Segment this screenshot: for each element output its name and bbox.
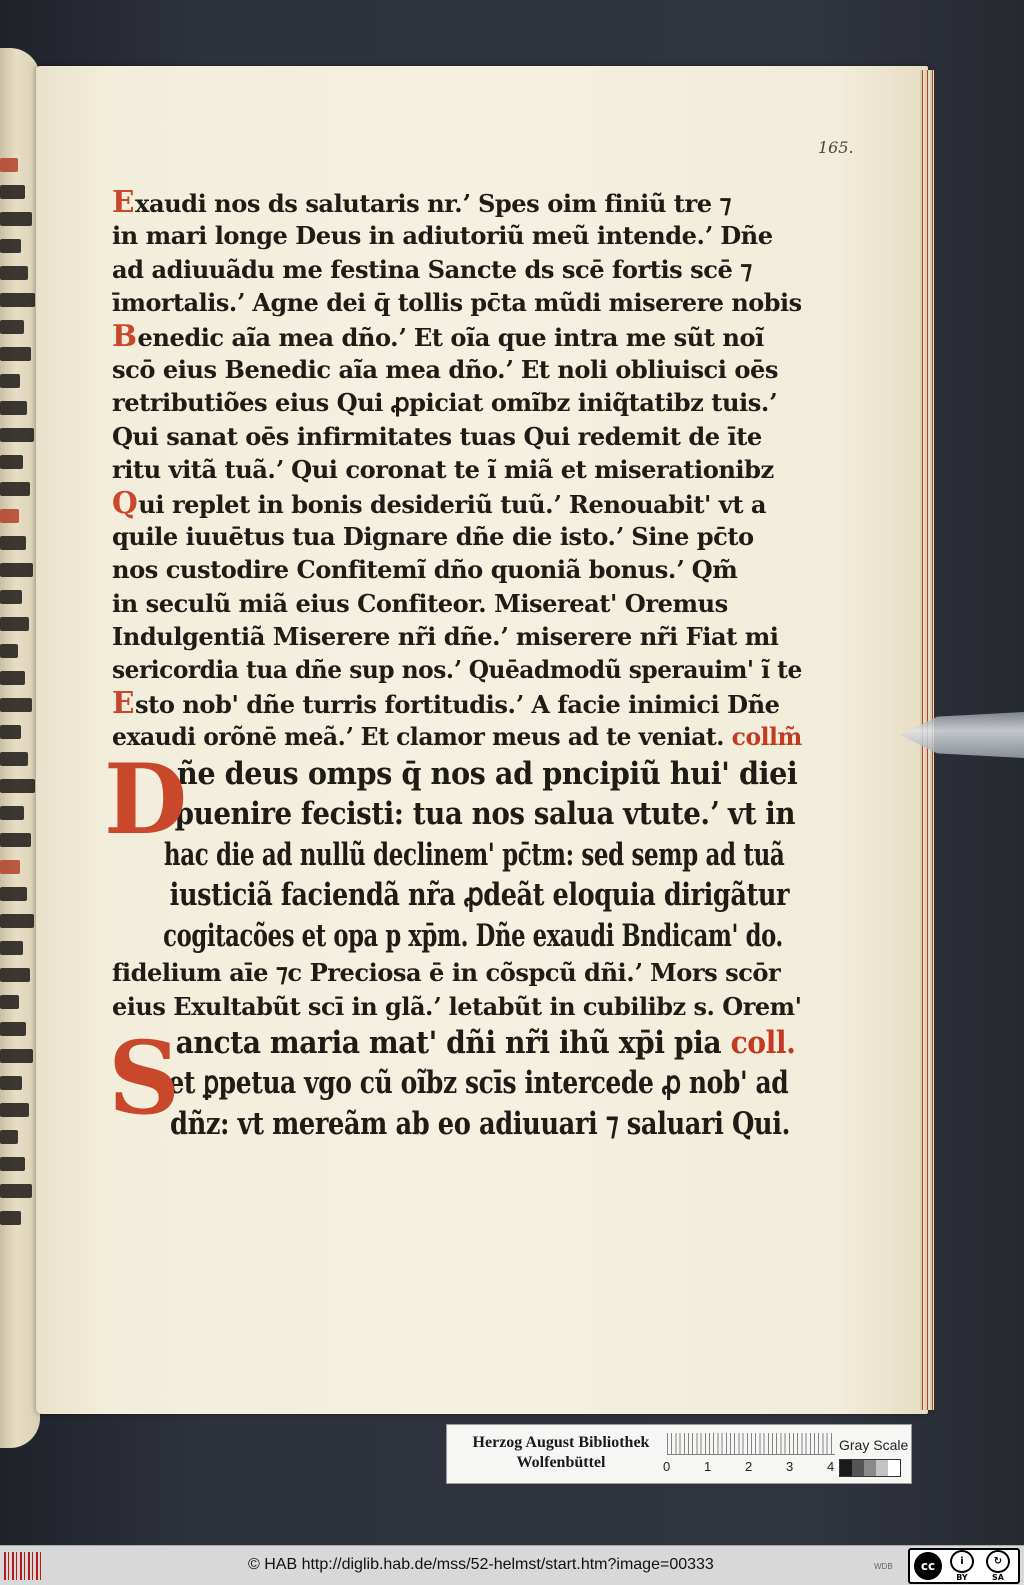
previous-page-ink [0,725,21,739]
gray-swatch [876,1460,888,1476]
folio-number: 165. [818,138,854,157]
manuscript-line [112,219,802,252]
previous-page-ink [0,806,24,820]
ruler-tick-label: 1 [704,1459,712,1474]
previous-page-ink [0,617,29,631]
rubric-text: coll. [721,1024,796,1061]
previous-page-ink [0,1130,18,1144]
rubricated-initial: Q [112,485,138,521]
previous-page-ink [0,428,34,442]
line-text: ñe deus omps q̄ nos ad pncipiũ hui' diei [176,755,798,792]
manuscript-line [112,956,802,989]
line-text: in mari longe Deus in adiutoriũ meũ intende.ʼ Dñe [112,221,773,251]
gray-scale-label: Gray Scale [839,1437,909,1453]
manuscript-line [112,386,802,419]
line-text: cogitacões et opa p xp̄m. Dñe exaudi Bndicam' do. [163,917,783,954]
previous-page-ink [0,347,31,361]
previous-page-ink [0,1022,26,1036]
manuscript-line [112,453,802,486]
line-text: eius Exultabũt scī in glã.ʼ letabũt in cubilibz s. Orem' [112,991,802,1021]
institution-label-card [446,1424,912,1484]
manuscript-line [112,835,785,876]
line-text: hac die ad nullũ declinem' pc̄tm: sed semp ad tuã [163,836,785,873]
previous-page-ink [0,968,30,982]
line-text: dñz: vt mereãm ab eo adiuuari ⁊ saluari Qui. [170,1105,791,1142]
previous-page-ink [0,1211,21,1225]
previous-page-ink [0,293,35,307]
previous-page-ink [0,509,19,523]
previous-page-ink [0,887,27,901]
previous-page-ink [0,671,25,685]
manuscript-line [112,286,802,319]
manuscript-line [112,186,802,219]
line-text: puenire fecisti: tua nos salua vtute.ʼ vt in [174,796,796,833]
manuscript-line [112,553,802,586]
previous-page-edge [0,48,40,1448]
by-attribution-icon: i [950,1550,974,1573]
rubric-text: collm̃ [723,722,802,752]
manuscript-line [112,794,796,835]
line-text: fidelium aīe ⁊c Preciosa ē in cõspcũ dñi.ʼ Mors scōr [112,958,781,988]
previous-page-ink [0,482,30,496]
institution-line-1: Herzog August Bibliothek [472,1434,650,1451]
line-text: quile iuuētus tua Dignare dñe die isto.ʼ Sine pc̄to [112,521,754,551]
ruler-tick-label: 3 [786,1459,794,1474]
manuscript-line [112,1023,796,1064]
line-text: sericordia tua dñe sup nos.ʼ Quēadmodũ sperauim' ĩ te [112,655,802,685]
previous-page-ink [0,1076,22,1090]
previous-page-ink [0,941,23,955]
footer-bar [0,1545,1024,1585]
manuscript-line [112,1063,789,1104]
manuscript-line [112,253,802,286]
copyright-link[interactable]: © HAB http://diglib.hab.de/mss/52-helmst/start.htm?image=00333 [248,1556,714,1573]
line-text: Qui sanat oēs infirmitates tuas Qui redemit de īte [112,421,762,451]
previous-page-ink [0,752,28,766]
cc-icon: cc [914,1552,942,1580]
line-text: ui replet in bonis desideriũ tuũ.ʼ Renouabit' vt a [138,489,767,519]
previous-page-ink [0,239,21,253]
manuscript-line [112,653,802,686]
manuscript-line [112,520,802,553]
line-text: nos custodire Confitemĩ dño quoniã bonus.ʼ Qm̃ [112,555,738,585]
previous-page-ink [0,590,22,604]
previous-page-ink [0,536,26,550]
manuscript-line [112,420,802,453]
line-text: et ꝑpetua vgo cũ oĩbz scīs intercede ꝓ nob' ad [168,1065,789,1102]
cc-license-badge[interactable] [908,1548,1020,1584]
previous-page-ink [0,995,19,1009]
line-text: iusticiã faciendã nr̃a ꝓdeãt eloquia dirigãtur [169,877,790,914]
manuscript-line [112,587,802,620]
gray-swatch [852,1460,864,1476]
previous-page-ink [0,1157,25,1171]
manuscript-line [112,620,802,653]
previous-page-ink [0,644,18,658]
sa-label: SA [992,1573,1004,1582]
manuscript-line [112,687,802,720]
manuscript-line [112,487,802,520]
line-text: in seculũ miã eius Confiteor. Misereat' Oremus [112,588,728,618]
previous-page-ink [0,860,20,874]
line-text: īmortalis.ʼ Agne dei q̄ tollis pc̄ta mũdi miserere nobis [112,288,802,318]
ruler-tick-label: 4 [827,1459,835,1474]
gray-scale-bar [839,1459,901,1477]
previous-page-ink [0,563,33,577]
line-text: exaudi orõnē meã.ʼ Et clamor meus ad te veniat. [112,722,724,752]
gray-swatch [840,1460,852,1476]
previous-page-ink [0,698,32,712]
previous-page-ink [0,212,32,226]
previous-page-ink [0,455,23,469]
scale-ruler [667,1433,835,1455]
line-text: retributiões eius Qui ꝓpiciat omĩbz iniq̃tatibz tuis.ʼ [112,388,777,418]
line-text: ancta maria mat' dñi nr̃i ihũ xp̄i pia [175,1024,722,1061]
ruler-tick-label: 2 [745,1459,753,1474]
line-text: enedic aĩa mea dño.ʼ Et oĩa que intra me sũt noĩ [137,322,764,352]
previous-page-ink [0,1103,29,1117]
previous-page-ink [0,914,34,928]
line-text: scō eius Benedic aĩa mea dño.ʼ Et noli obliuisci oēs [112,354,778,384]
line-text: xaudi nos ds salutaris nr.ʼ Spes oim finiũ tre ⁊ [135,189,732,218]
line-text: Indulgentiã Miserere nr̃i dñe.ʼ miserere nr̃i Fiat mi [112,622,779,652]
rubricated-initial: E [112,685,135,721]
manuscript-line [112,1104,791,1145]
manuscript-line [112,720,802,753]
line-text: ritu vitã tuã.ʼ Qui coronat te ĩ miã et miserationibz [112,455,774,485]
rubricated-initial: B [112,318,137,354]
by-label: BY [956,1573,968,1582]
previous-page-ink [0,320,24,334]
decorated-initial-d: D [104,743,188,856]
line-text: sto nob' dñe turris fortitudis.ʼ A facie inimici Dñe [135,689,780,719]
previous-page-ink [0,158,18,172]
previous-page-ink [0,779,35,793]
previous-page-ink [0,374,20,388]
previous-page-ink [0,1049,33,1063]
ruler-tick-label: 0 [663,1459,671,1474]
manuscript-text [112,186,812,1144]
gray-swatch [888,1460,900,1476]
manuscript-line [112,353,802,386]
rubricated-initial: E [112,185,135,220]
manuscript-line [112,875,790,916]
previous-page-ink [0,833,31,847]
previous-page-ink [0,266,28,280]
decorated-initial-s: S [108,1019,181,1137]
sa-share-alike-icon: ↻ [986,1550,1010,1573]
gray-swatch [864,1460,876,1476]
manuscript-line [112,916,783,957]
institution-line-2: Wolfenbüttel [516,1454,606,1471]
manuscript-line [112,754,798,795]
institution-name [455,1433,667,1473]
wdb-mark: WDB [874,1562,893,1571]
hab-logo-icon [4,1552,44,1580]
previous-page-ink [0,401,27,415]
previous-page-ink [0,1184,32,1198]
manuscript-line [112,320,802,353]
previous-page-ink [0,185,25,199]
line-text: ad adiuuãdu me festina Sancte ds scē fortis scē ⁊ [112,254,752,284]
manuscript-line [112,990,802,1023]
